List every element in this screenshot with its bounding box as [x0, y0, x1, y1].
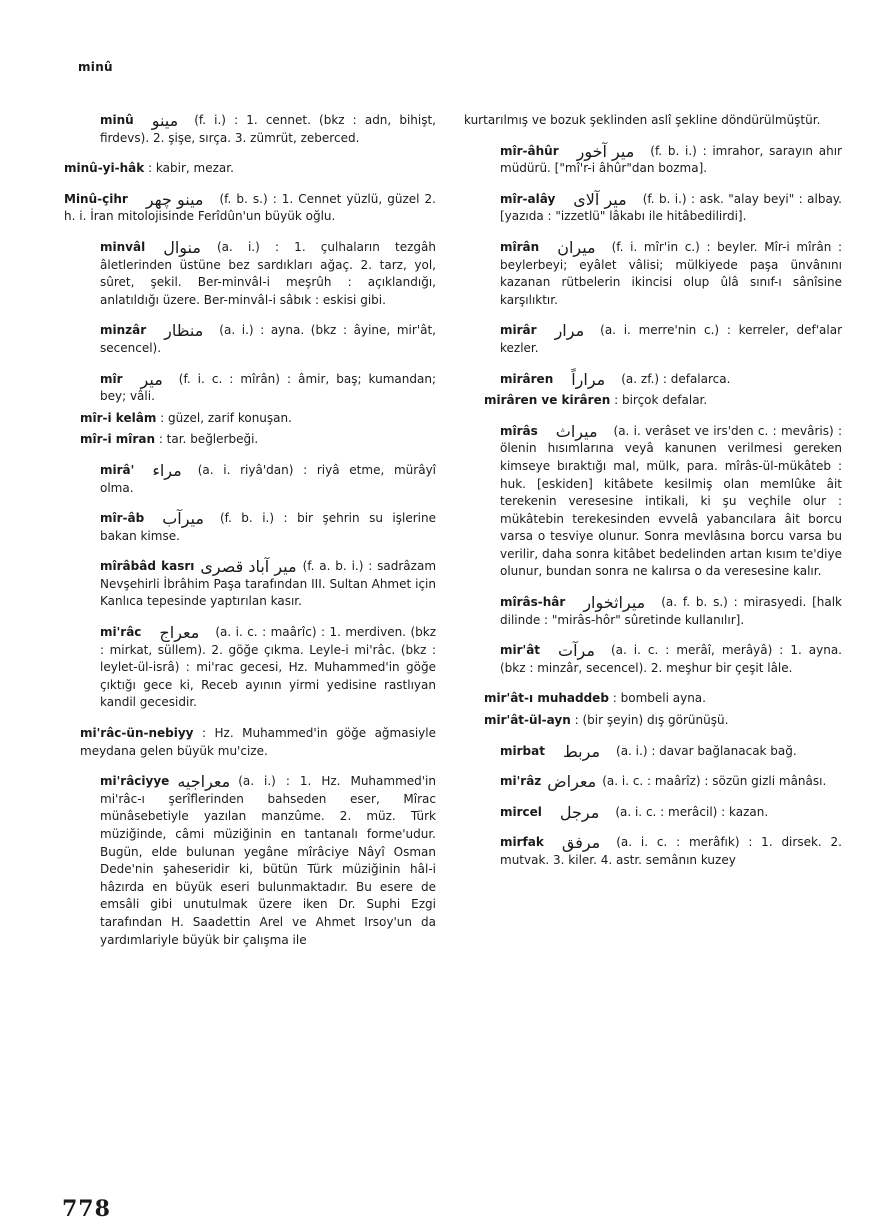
definition: (f. i. c. : mîrân) : âmir, baş; kumandan; bey; vâli. [100, 371, 436, 404]
running-head: minû [78, 60, 113, 74]
entry [464, 642, 842, 677]
entry [64, 773, 436, 949]
definition: (a. i. c. : merâî, merâyâ) : 1. ayna. (bkz : minzâr, secencel). 2. meşhur bir çeşit lâle. [500, 643, 842, 675]
entry [464, 191, 842, 226]
arabic-script: معراجیه [177, 772, 231, 792]
definition: (f. b. i.) : bir şehrin su işlerine bakan kimse. [100, 511, 436, 543]
arabic-script: میراث [555, 421, 598, 441]
headword: mi'râc [100, 625, 142, 640]
page-number: 778 [62, 1196, 111, 1222]
left-column [64, 112, 436, 962]
entry-continuation [464, 112, 842, 130]
arabic-script: میر آخور [576, 141, 635, 161]
arabic-script: مراراً [571, 369, 606, 389]
definition: (a. i. c. : merâcil) : kazan. [615, 804, 769, 819]
definition: (a. i. verâset ve irs'den c. : mevâris) : ölenin hısımlarına veyâ kanunen verilmesi gereken kimseye bıraktığı mal, mülk, para. mîrâs-ül-mükâteb : huk. [eskiden] kitâbete kesilmiş olan memlûke âit terekenin veresesine intikali, ki şu veçhile olur : mükâtebin terekesinden evvelâ yabancılara âit borcu varsa o tesviye olunur. Sonra mevlâsına borcu varsa bu verilir, daha sonra kitâbet bedelinden artan kısım te'diye olunur, bundan sonra ne kalırsa o da veresesine kalır. [500, 423, 842, 579]
definition: (f. a. b. i.) : sadrâzam Nevşehirli İbrâhim Paşa tarafından III. Sultan Ahmet için Kanlıca tepesinde yaptırılan kasır. [100, 559, 437, 609]
headword: mir'ât-ül-ayn [484, 713, 571, 728]
headword: mir'ât-ı muhaddeb [484, 691, 609, 706]
definition: (a. i. c. : merâfık) : 1. dirsek. 2. mutvak. 3. kiler. 4. astr. semânın kuzey [500, 835, 842, 867]
definition: (f. i. mîr'in c.) : beyler. Mîr-i mîrân : beylerbeyi; eyâlet vâlisi; mülkiyede paşa ünvânını kazanan rütbelerin ikincisi olup ûlâ sınıf-ı sânîsine karşılıktır. [500, 239, 842, 307]
headword: mîr-âhûr [500, 143, 559, 158]
arabic-script: منوال [163, 237, 201, 257]
entry [464, 834, 842, 869]
definition: (f. i.) : 1. cennet. (bkz : adn, bihişt, firdevs). 2. şişe, sırça. 3. zümrüt, zeberced. [100, 113, 436, 145]
arabic-script: مینو چهر [145, 189, 204, 209]
headword: mîrâs-hâr [500, 595, 566, 610]
arabic-script: میران [557, 237, 596, 257]
entry [464, 423, 842, 581]
headword: mirfak [500, 835, 544, 850]
definition: (a. i.) : ayna. (bkz : âyine, mir'ât, secencel). [100, 323, 436, 355]
definition: (a. i. merre'nin c.) : kerreler, def'alar kezler. [500, 323, 842, 355]
headword: mircel [500, 804, 542, 819]
definition: (a. i. c. : maârîc) : 1. merdiven. (bkz : mirkat, süllem). 2. göğe çıkma. Leyle-i mi'râc. (bkz : leylet-ül-isrâ) : mi'rac gecesi, Hz. Muhammed'in göğe çıktığı gece ki, Receb ayının yirmi yedisine rastlıyan kandil gecesidir. [100, 625, 436, 710]
arabic-script: معراض [547, 772, 597, 792]
headword: mîr-alây [500, 191, 556, 206]
definition: (a. i.) : 1. çulhaların tezgâh âletlerinden üstüne bez sardıkları ağaç. 2. tarz, yol, sûret, şekil. Ber-minvâl-i meşrûh : açıklandığı, anlatıldığı üzere. Ber-minvâl-i sâbık : eskisi gibi. [100, 239, 436, 307]
definition: : bombeli ayna. [612, 691, 706, 706]
entry [64, 322, 436, 357]
entry [64, 624, 436, 712]
headword: Minû-çihr [64, 191, 128, 206]
definition: : birçok defalar. [614, 393, 708, 408]
entry [464, 690, 842, 708]
entry [464, 392, 842, 410]
definition: (a. zf.) : defalarca. [621, 371, 731, 386]
entry [464, 239, 842, 309]
arabic-script: مربط [562, 741, 601, 761]
entry [464, 743, 842, 761]
arabic-script: میراثخوار [583, 593, 646, 613]
headword: mirbat [500, 743, 545, 758]
headword: minû [100, 113, 134, 127]
headword: mirâ' [100, 462, 135, 477]
entry [64, 112, 436, 147]
headword: mîr-i kelâm [80, 410, 157, 425]
definition: kurtarılmış ve bozuk şeklinden aslî şekline döndürülmüştür. [464, 113, 821, 127]
definition: (f. b. i.) : ask. "alay beyi" : albay. [yazıda : "izzetlü" lâkabı ile hitâbedilirdi]. [500, 191, 842, 224]
entry [464, 712, 842, 730]
definition: (f. b. i.) : imrahor, sarayın ahır müdürü. ["mî'r-i âhûr"dan bozma]. [500, 143, 842, 176]
arabic-script: مراء [152, 460, 182, 480]
arabic-script: میر آباد قصری [200, 557, 297, 577]
arabic-script: میرآب [162, 509, 204, 529]
arabic-script: مینو [151, 111, 179, 130]
headword: mîrân [500, 239, 540, 254]
headword: mir'ât [500, 643, 541, 658]
entry [64, 160, 436, 178]
arabic-script: مرآت [558, 641, 595, 661]
headword: mîr-âb [100, 511, 145, 526]
entry [64, 558, 436, 611]
headword: mîr-i mîran [80, 432, 155, 447]
definition: (a. i.) : davar bağlanacak bağ. [616, 743, 797, 758]
headword: mi'râc-ün-nebiyy [80, 726, 194, 741]
entry [64, 410, 436, 428]
arabic-script: میر [140, 369, 163, 389]
arabic-script: مرار [554, 321, 585, 341]
entry [464, 773, 842, 791]
headword: minvâl [100, 239, 146, 254]
entry [64, 725, 436, 760]
definition: (a. f. b. s.) : mirasyedi. [halk dilinde : "mirâs-hôr" sûretinde kullanılır]. [500, 595, 842, 627]
right-column [464, 112, 842, 883]
arabic-script: میر آلای [573, 189, 627, 209]
entry [464, 804, 842, 822]
definition: (a. i. c. : maârîz) : sözün gizli mânâsı. [602, 774, 827, 789]
definition: : (bir şeyin) dış görünüşü. [574, 713, 729, 728]
headword: mîrâbâd kasrı [100, 559, 195, 574]
entry [64, 510, 436, 545]
entry [64, 462, 436, 497]
headword: mi'râciyye [100, 774, 170, 789]
arabic-script: منظار [164, 321, 204, 341]
entry [464, 143, 842, 178]
arabic-script: مرجل [559, 802, 600, 822]
entry [64, 191, 436, 226]
definition: : Hz. Muhammed'in göğe ağmasiyle meydana gelen büyük mu'cize. [80, 726, 436, 758]
headword: minzâr [100, 323, 147, 338]
headword: minû-yi-hâk [64, 161, 145, 176]
entry [64, 431, 436, 449]
entry [464, 371, 842, 389]
arabic-script: معراج [159, 623, 200, 643]
headword: mîr [100, 371, 123, 386]
headword: mirâren [500, 371, 554, 386]
definition: (f. b. s.) : 1. Cennet yüzlü, güzel 2. h. i. İran mitolojisinde Ferîdûn'un büyük oğlu. [64, 191, 436, 224]
definition: : tar. beğlerbeği. [158, 432, 259, 447]
headword: mîrâs [500, 423, 538, 438]
headword: mirâren ve kirâren [484, 393, 611, 408]
definition: : güzel, zarif konuşan. [160, 410, 292, 425]
definition: (a. i. riyâ'dan) : riyâ etme, mürâyî olma. [100, 462, 436, 495]
headword: mi'râz [500, 774, 542, 789]
definition: (a. i.) : 1. Hz. Muhammed'in mi'râc-ı şerîflerinden bahseden eser, Mîrac münâsebetiyle yazılan manzûme. 2. müz. Türk müziğinde, câmi müziğinin en tantanalı forme'udur. Bugün, elde bulunan yegâne mîrâciye Nâyî Osman Dede'nin şaheseridir ki, bütün Türk müziğinin hâl-i hâzırda en büyük eseri bulunmaktadır. Bu esere de emsâli gibi unutulmak üzere iken Dr. Suphi Ezgi tarafından H. Saadettin Arel ve Ahmet Irsoy'un da yardımlariyle büyük bir çalışma ile [100, 774, 436, 947]
entry [464, 594, 842, 629]
headword: mirâr [500, 323, 537, 338]
arabic-script: مرفق [561, 833, 601, 853]
entry [464, 322, 842, 357]
entry [64, 239, 436, 309]
entry [64, 371, 436, 406]
definition: : kabir, mezar. [148, 161, 234, 176]
